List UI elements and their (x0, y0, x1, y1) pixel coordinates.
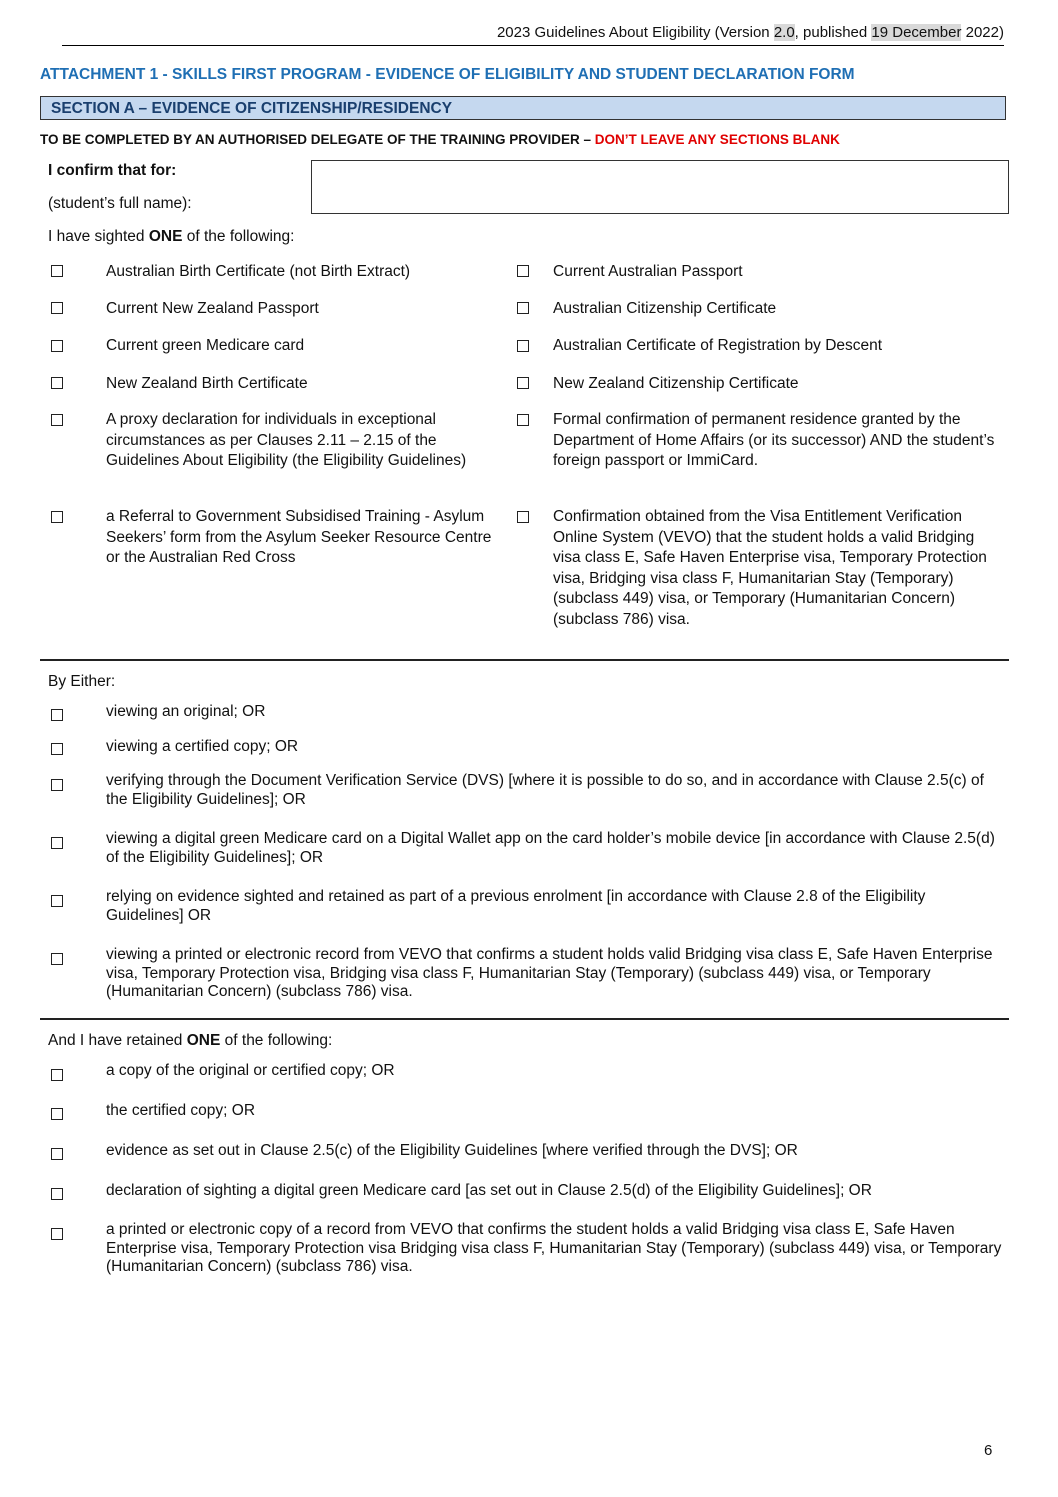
doc-checkbox[interactable] (517, 340, 529, 352)
doc-checkbox[interactable] (51, 511, 63, 523)
completion-note (40, 132, 840, 147)
header-text-2: , published (794, 24, 872, 41)
doc-checkbox[interactable] (51, 414, 63, 426)
method-checkbox[interactable] (51, 743, 63, 755)
method-option: viewing a printed or electronic record from VEVO that confirms a student holds valid Bridging visa class E, Safe Haven Enterprise visa, Temporary Protection visa, Bridging visa class F, Humanitarian Stay (Temporary) (subclass 449) visa, or Temporary (Humanitarian Concern) (subclass 786) visa. (106, 946, 993, 1000)
method-option: viewing a certified copy; OR (106, 738, 299, 755)
section-divider (40, 1018, 1009, 1020)
completion-warning: DON’T LEAVE ANY SECTIONS BLANK (594, 132, 840, 147)
method-checkbox[interactable] (51, 779, 63, 791)
doc-checkbox[interactable] (517, 265, 529, 277)
student-name-label: (student’s full name): (48, 195, 192, 212)
doc-checkbox[interactable] (517, 302, 529, 314)
retained-option: evidence as set out in Clause 2.5(c) of the Eligibility Guidelines [where verified through the DVS]; OR (106, 1142, 798, 1159)
sighted-instruction (48, 228, 294, 246)
retained-checkbox[interactable] (51, 1148, 63, 1160)
method-option: viewing an original; OR (106, 703, 266, 720)
method-checkbox[interactable] (51, 895, 63, 907)
doc-option: a Referral to Government Subsidised Training - Asylum Seekers’ form from the Asylum Seeker Resource Centre or the Australian Red Cross (106, 508, 492, 566)
doc-checkbox[interactable] (517, 377, 529, 389)
retained-option: a printed or electronic copy of a record from VEVO that confirms the student holds a valid Bridging visa class E, Safe Haven Enterprise visa, Temporary Protection visa Bridging visa class F, Humanitarian Stay (Temporary) (subclass 449) visa, or Temporary (Humanitarian Concern) (subclass 786) visa. (106, 1221, 1002, 1275)
doc-checkbox[interactable] (51, 377, 63, 389)
sighted-prefix: I have sighted (48, 228, 149, 245)
by-either-label: By Either: (48, 673, 116, 690)
header-version: 2.0 (773, 24, 795, 41)
method-option: viewing a digital green Medicare card on a Digital Wallet app on the card holder’s mobile device [in accordance with Clause 2.5(d) of the Eligibility Guidelines]; OR (106, 830, 995, 866)
header-text-3: 2022) (961, 24, 1004, 41)
doc-option: New Zealand Citizenship Certificate (553, 375, 799, 392)
method-checkbox[interactable] (51, 709, 63, 721)
doc-option: Current green Medicare card (106, 337, 305, 354)
retained-option: declaration of sighting a digital green Medicare card [as set out in Clause 2.5(d) of the Eligibility Guidelines]; OR (106, 1182, 872, 1199)
retained-checkbox[interactable] (51, 1188, 63, 1200)
doc-checkbox[interactable] (517, 414, 529, 426)
doc-checkbox[interactable] (51, 302, 63, 314)
doc-option: A proxy declaration for individuals in exceptional circumstances as per Clauses 2.11 – 2.15 of the Guidelines About Eligibility (the Eligibility Guidelines) (106, 411, 467, 469)
doc-option: Formal confirmation of permanent residence granted by the Department of Home Affairs (or its successor) AND the student’s foreign passport or ImmiCard. (553, 411, 995, 469)
attachment-title: ATTACHMENT 1 - SKILLS FIRST PROGRAM - EVIDENCE OF ELIGIBILITY AND STUDENT DECLARATION FORM (40, 66, 855, 83)
retained-checkbox[interactable] (51, 1069, 63, 1081)
method-option: verifying through the Document Verification Service (DVS) [where it is possible to do so, and in accordance with Clause 2.5(c) of the Eligibility Guidelines]; OR (106, 772, 984, 808)
retained-bold: ONE (186, 1032, 221, 1049)
student-name-field[interactable] (311, 160, 1009, 214)
retained-option: a copy of the original or certified copy; OR (106, 1062, 395, 1079)
retained-checkbox[interactable] (51, 1228, 63, 1240)
doc-option: Confirmation obtained from the Visa Entitlement Verification Online System (VEVO) that the student holds a valid Bridging visa class E, Safe Haven Enterprise visa, Temporary Protection visa, Bridging visa class F, Humanitarian Stay (Temporary) (subclass 449) visa, or Temporary (Humanitarian Concern) (subclass 786) visa. (553, 508, 987, 628)
running-header (497, 24, 1004, 41)
doc-option: Australian Birth Certificate (not Birth Extract) (106, 263, 411, 280)
method-option: relying on evidence sighted and retained as part of a previous enrolment [in accordance with Clause 2.8 of the Eligibility Guidelines] OR (106, 888, 926, 924)
doc-option: Australian Citizenship Certificate (553, 300, 777, 317)
header-text-1: 2023 Guidelines About Eligibility (Version (496, 24, 774, 41)
section-a-heading: SECTION A – EVIDENCE OF CITIZENSHIP/RESIDENCY (40, 96, 1006, 120)
doc-checkbox[interactable] (51, 340, 63, 352)
retained-checkbox[interactable] (51, 1108, 63, 1120)
retained-suffix: of the following: (220, 1032, 333, 1049)
sighted-bold: ONE (148, 228, 183, 245)
section-divider (40, 659, 1009, 661)
retained-instruction (48, 1032, 332, 1051)
doc-option: Current Australian Passport (553, 263, 743, 280)
doc-checkbox[interactable] (51, 265, 63, 277)
sighted-suffix: of the following: (182, 228, 295, 245)
retained-prefix: And I have retained (48, 1032, 187, 1049)
doc-option: New Zealand Birth Certificate (106, 375, 308, 392)
header-rule (62, 45, 1004, 46)
doc-option: Current New Zealand Passport (106, 300, 319, 317)
header-date: 19 December (871, 24, 962, 41)
doc-option: Australian Certificate of Registration by Descent (553, 337, 883, 354)
page-number: 6 (984, 1442, 993, 1459)
method-checkbox[interactable] (51, 837, 63, 849)
confirm-label: I confirm that for: (48, 162, 177, 179)
retained-option: the certified copy; OR (106, 1102, 256, 1119)
method-checkbox[interactable] (51, 953, 63, 965)
completion-note-text: TO BE COMPLETED BY AN AUTHORISED DELEGATE OF THE TRAINING PROVIDER – (40, 132, 595, 147)
doc-checkbox[interactable] (517, 511, 529, 523)
